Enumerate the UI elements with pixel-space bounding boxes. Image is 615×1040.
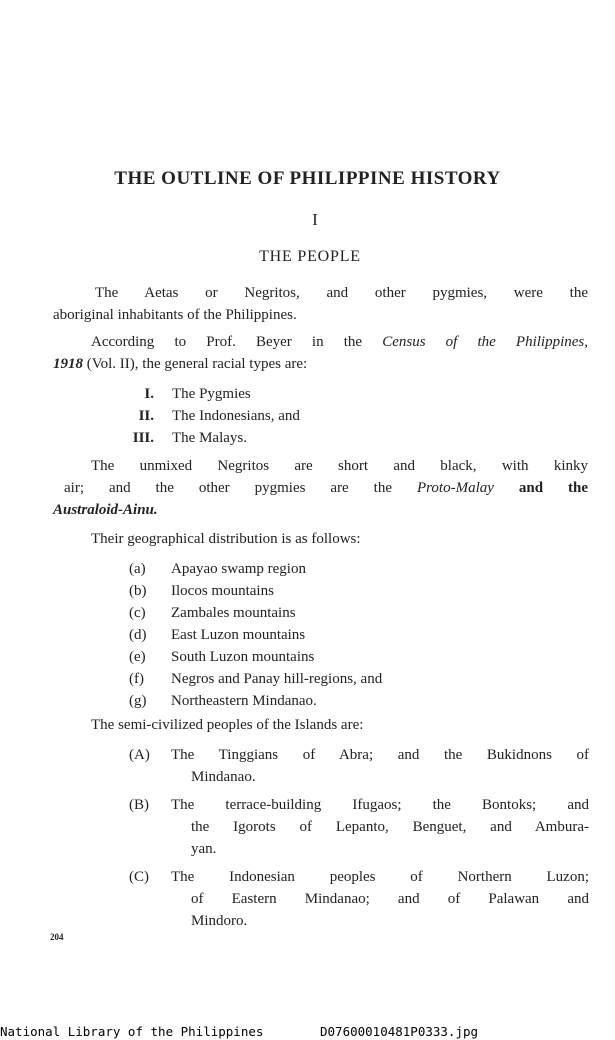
list-item [0, 866, 615, 934]
footer-filename: D07600010481P0333.jpg [320, 1024, 479, 1039]
list-item [0, 558, 615, 580]
list-text: Apayao swamp region [171, 561, 306, 577]
list-numeral: I. [144, 386, 154, 402]
list-item [0, 690, 615, 712]
para2-rest: (Vol. II), the general racial types are: [86, 356, 308, 372]
list-item [0, 602, 615, 624]
semi-civilized-list [0, 744, 615, 934]
list-text-line3: Mindoro. [191, 913, 248, 929]
list-letter: (c) [129, 605, 146, 621]
chapter-number: I [312, 210, 318, 229]
list-text-line2: the Igorots of Lepanto, Benguet, and Ambura- [191, 819, 589, 835]
list-item [0, 427, 615, 449]
racial-types-list [0, 383, 615, 453]
list-text: The Pygmies [172, 386, 251, 402]
page-title: THE OUTLINE OF PHILIPPINE HISTORY [114, 168, 501, 189]
list-text: South Luzon mountains [171, 649, 315, 665]
section-heading: THE PEOPLE [259, 248, 361, 265]
australoid-ainu: Australoid-Ainu. [53, 502, 158, 518]
list-letter: (A) [129, 747, 150, 763]
paragraph-semi-civilized [91, 714, 591, 736]
list-text: Ilocos mountains [171, 583, 274, 599]
list-letter: (a) [129, 561, 146, 577]
list-item [0, 668, 615, 690]
list-letter: (b) [129, 583, 147, 599]
para4-text: Their geographical distribution is as follows: [91, 531, 361, 547]
list-item [0, 624, 615, 646]
list-text: The Indonesians, and [172, 408, 300, 424]
page-number: 204 [50, 932, 64, 942]
list-text-line3: yan. [191, 841, 217, 857]
list-letter: (C) [129, 869, 149, 885]
para3-line1: The unmixed Negritos are short and black, with kinky [91, 458, 588, 474]
list-item [0, 646, 615, 668]
list-text-line2: of Eastern Mindanao; and of Palawan and [191, 891, 589, 907]
list-text: Zambales mountains [171, 605, 296, 621]
census-year: 1918 [53, 356, 83, 372]
para2-lead: According to Prof. Beyer in the [91, 334, 363, 350]
list-text: Negros and Panay hill-regions, and [171, 671, 383, 687]
list-item [0, 383, 615, 405]
list-letter: (d) [129, 627, 147, 643]
list-letter: (B) [129, 797, 149, 813]
list-text: Northeastern Mindanao. [171, 693, 317, 709]
list-letter: (f) [129, 671, 144, 687]
paragraph-negritos [53, 455, 588, 521]
list-item [0, 405, 615, 427]
proto-malay: Proto-Malay [416, 480, 494, 496]
list-text: East Luzon mountains [171, 627, 306, 643]
footer-bar [0, 1024, 615, 1040]
paragraph-aborigines [53, 282, 588, 326]
paragraph-distribution [91, 528, 591, 550]
list-numeral: III. [132, 430, 154, 446]
list-item [0, 744, 615, 790]
census-title: Census of the Philippines, [382, 334, 588, 350]
list-text: The Malays. [172, 430, 247, 446]
para1-line1: The Aetas or Negritos, and other pygmies, were the [95, 285, 588, 301]
list-text-line1: The Indonesian peoples of Northern Luzon; [171, 869, 589, 885]
list-text-line1: The Tinggians of Abra; and the Bukidnons of [171, 747, 589, 763]
distribution-list [0, 558, 615, 714]
list-item [0, 794, 615, 862]
list-text-line1: The terrace-building Ifugaos; the Bontoks; and [171, 797, 589, 813]
list-text-line2: Mindanao. [191, 769, 256, 785]
list-numeral: II. [138, 408, 154, 424]
list-letter: (g) [129, 693, 147, 709]
list-letter: (e) [129, 649, 146, 665]
para1-line2: aboriginal inhabitants of the Philippines. [53, 307, 297, 323]
para5-text: The semi-civilized peoples of the Islands are: [91, 717, 364, 733]
paragraph-racial-types [53, 331, 588, 375]
list-item [0, 580, 615, 602]
and-the: and the [518, 480, 589, 496]
para3-line2-lead: air; and the other pygmies are the [64, 480, 392, 496]
footer-source: National Library of the Philippines [0, 1024, 264, 1039]
